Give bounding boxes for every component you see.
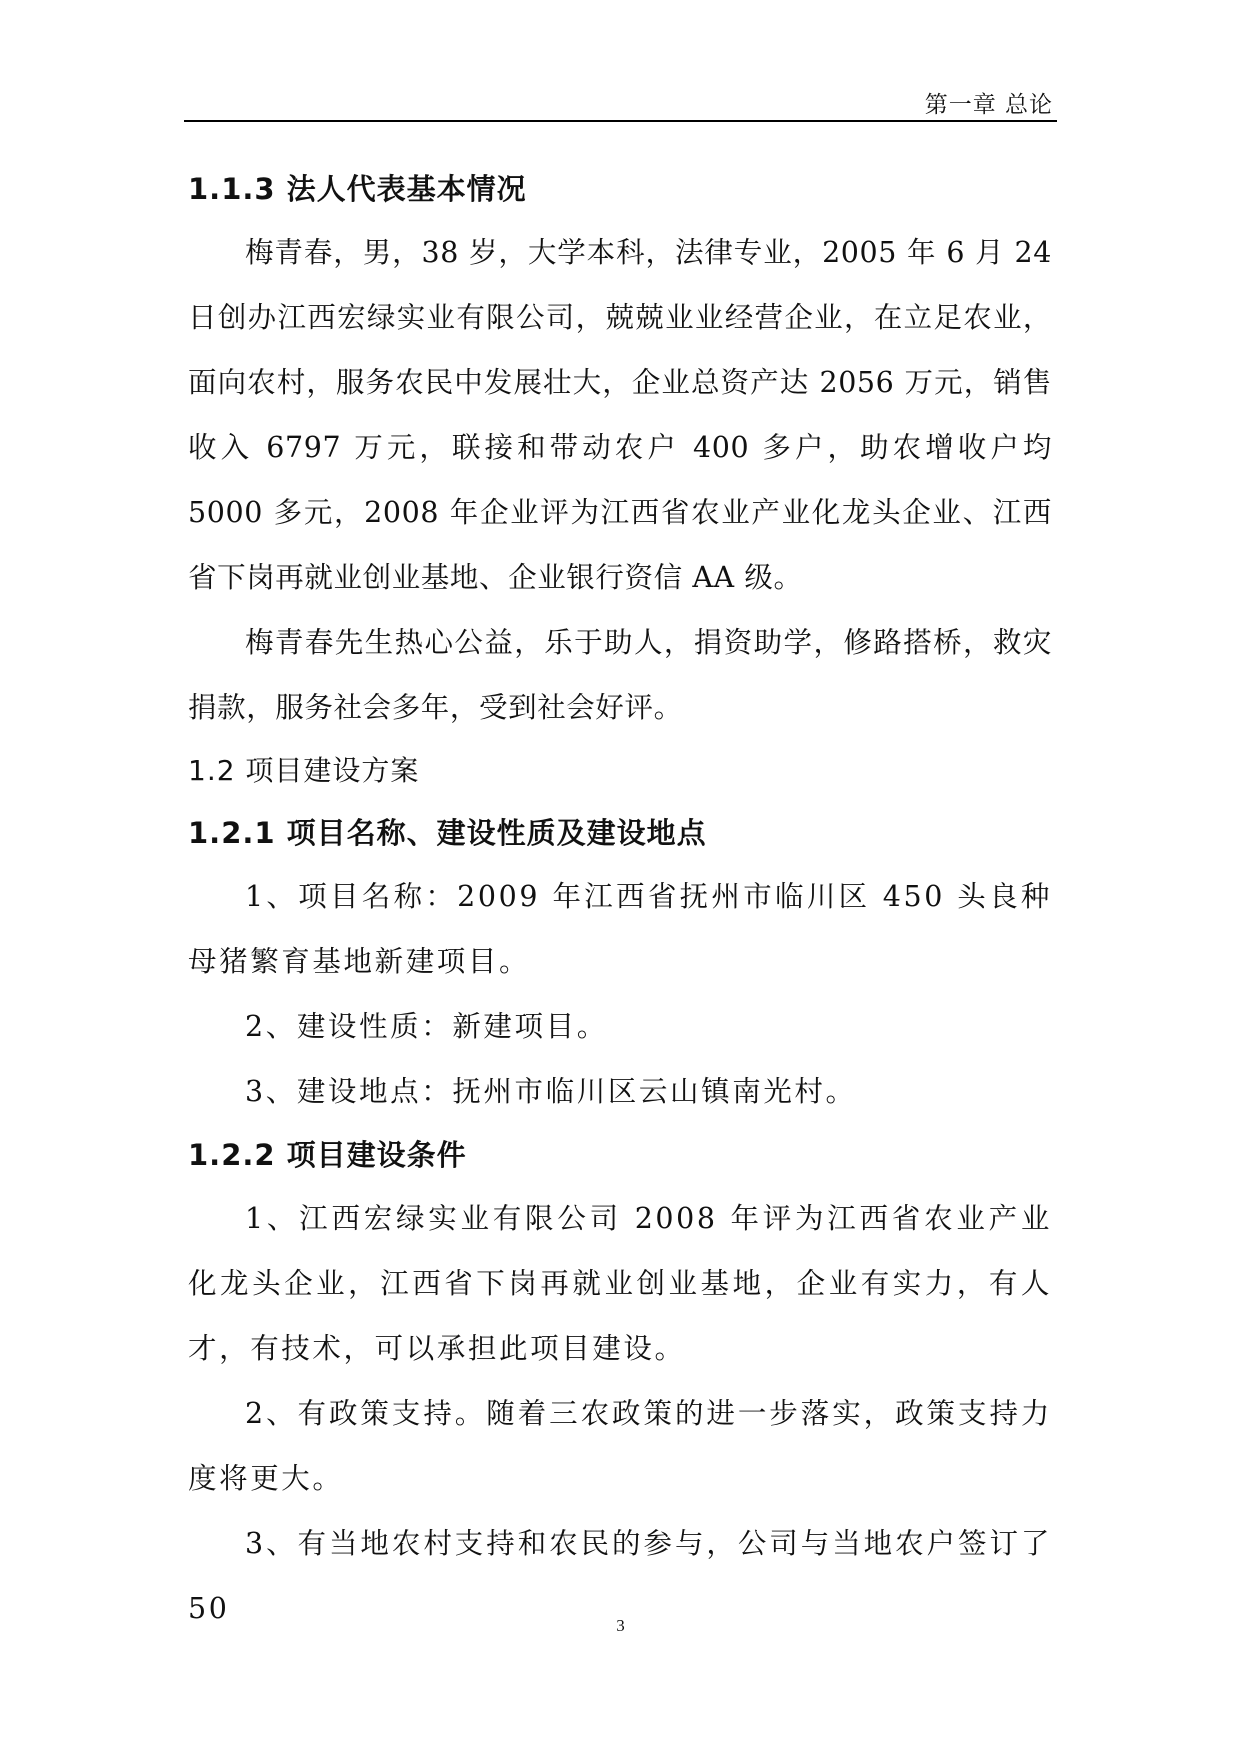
list-item-company-capability: 1、江西宏绿实业有限公司 2008 年评为江西省农业产业化龙头企业，江西省下岗再就业创业基地，企业有实力，有人才，有技术，可以承担此项目建设。 — [188, 1202, 1052, 1365]
heading-1-2-2: 1.2.2 项目建设条件 — [188, 1138, 467, 1172]
heading-1-1-3: 1.1.3 法人代表基本情况 — [188, 172, 527, 206]
paragraph-public-welfare: 梅青春先生热心公益，乐于助人，捐资助学，修路搭桥，救灾捐款，服务社会多年，受到社会好评。 — [188, 626, 1052, 724]
list-item-project-name: 1、项目名称：2009 年江西省抚州市临川区 450 头良种母猪繁育基地新建项目。 — [188, 880, 1052, 978]
heading-1-2: 1.2 项目建设方案 — [188, 754, 420, 787]
list-item-policy-support: 2、有政策支持。随着三农政策的进一步落实，政策支持力度将更大。 — [188, 1397, 1052, 1495]
list-item-local-support: 3、有当地农村支持和农民的参与，公司与当地农户签订了 50 — [188, 1527, 1052, 1625]
list-item-construction-site: 3、建设地点：抚州市临川区云山镇南光村。 — [245, 1075, 857, 1108]
page-number: 3 — [616, 1616, 625, 1635]
heading-1-2-1: 1.2.1 项目名称、建设性质及建设地点 — [188, 816, 707, 850]
list-item-construction-nature: 2、建设性质：新建项目。 — [245, 1010, 608, 1043]
chapter-title: 第一章 总论 — [924, 92, 1053, 118]
document-body — [188, 158, 1052, 1641]
page-header — [184, 86, 1057, 122]
paragraph-legal-representative: 梅青春，男，38 岁，大学本科，法律专业，2005 年 6 月 24 日创办江西宏绿实业有限公司，兢兢业业经营企业，在立足农业，面向农村，服务农民中发展壮大，企业总资产达 2056 万元，销售收入 6797 万元，联接和带动农户 400 多户，助农增收户均 5000 多元，2008 年企业评为江西省农业产业化龙头企业、江西省下岗再就业创业基地、企业银行资信 AA 级。 — [188, 236, 1052, 594]
